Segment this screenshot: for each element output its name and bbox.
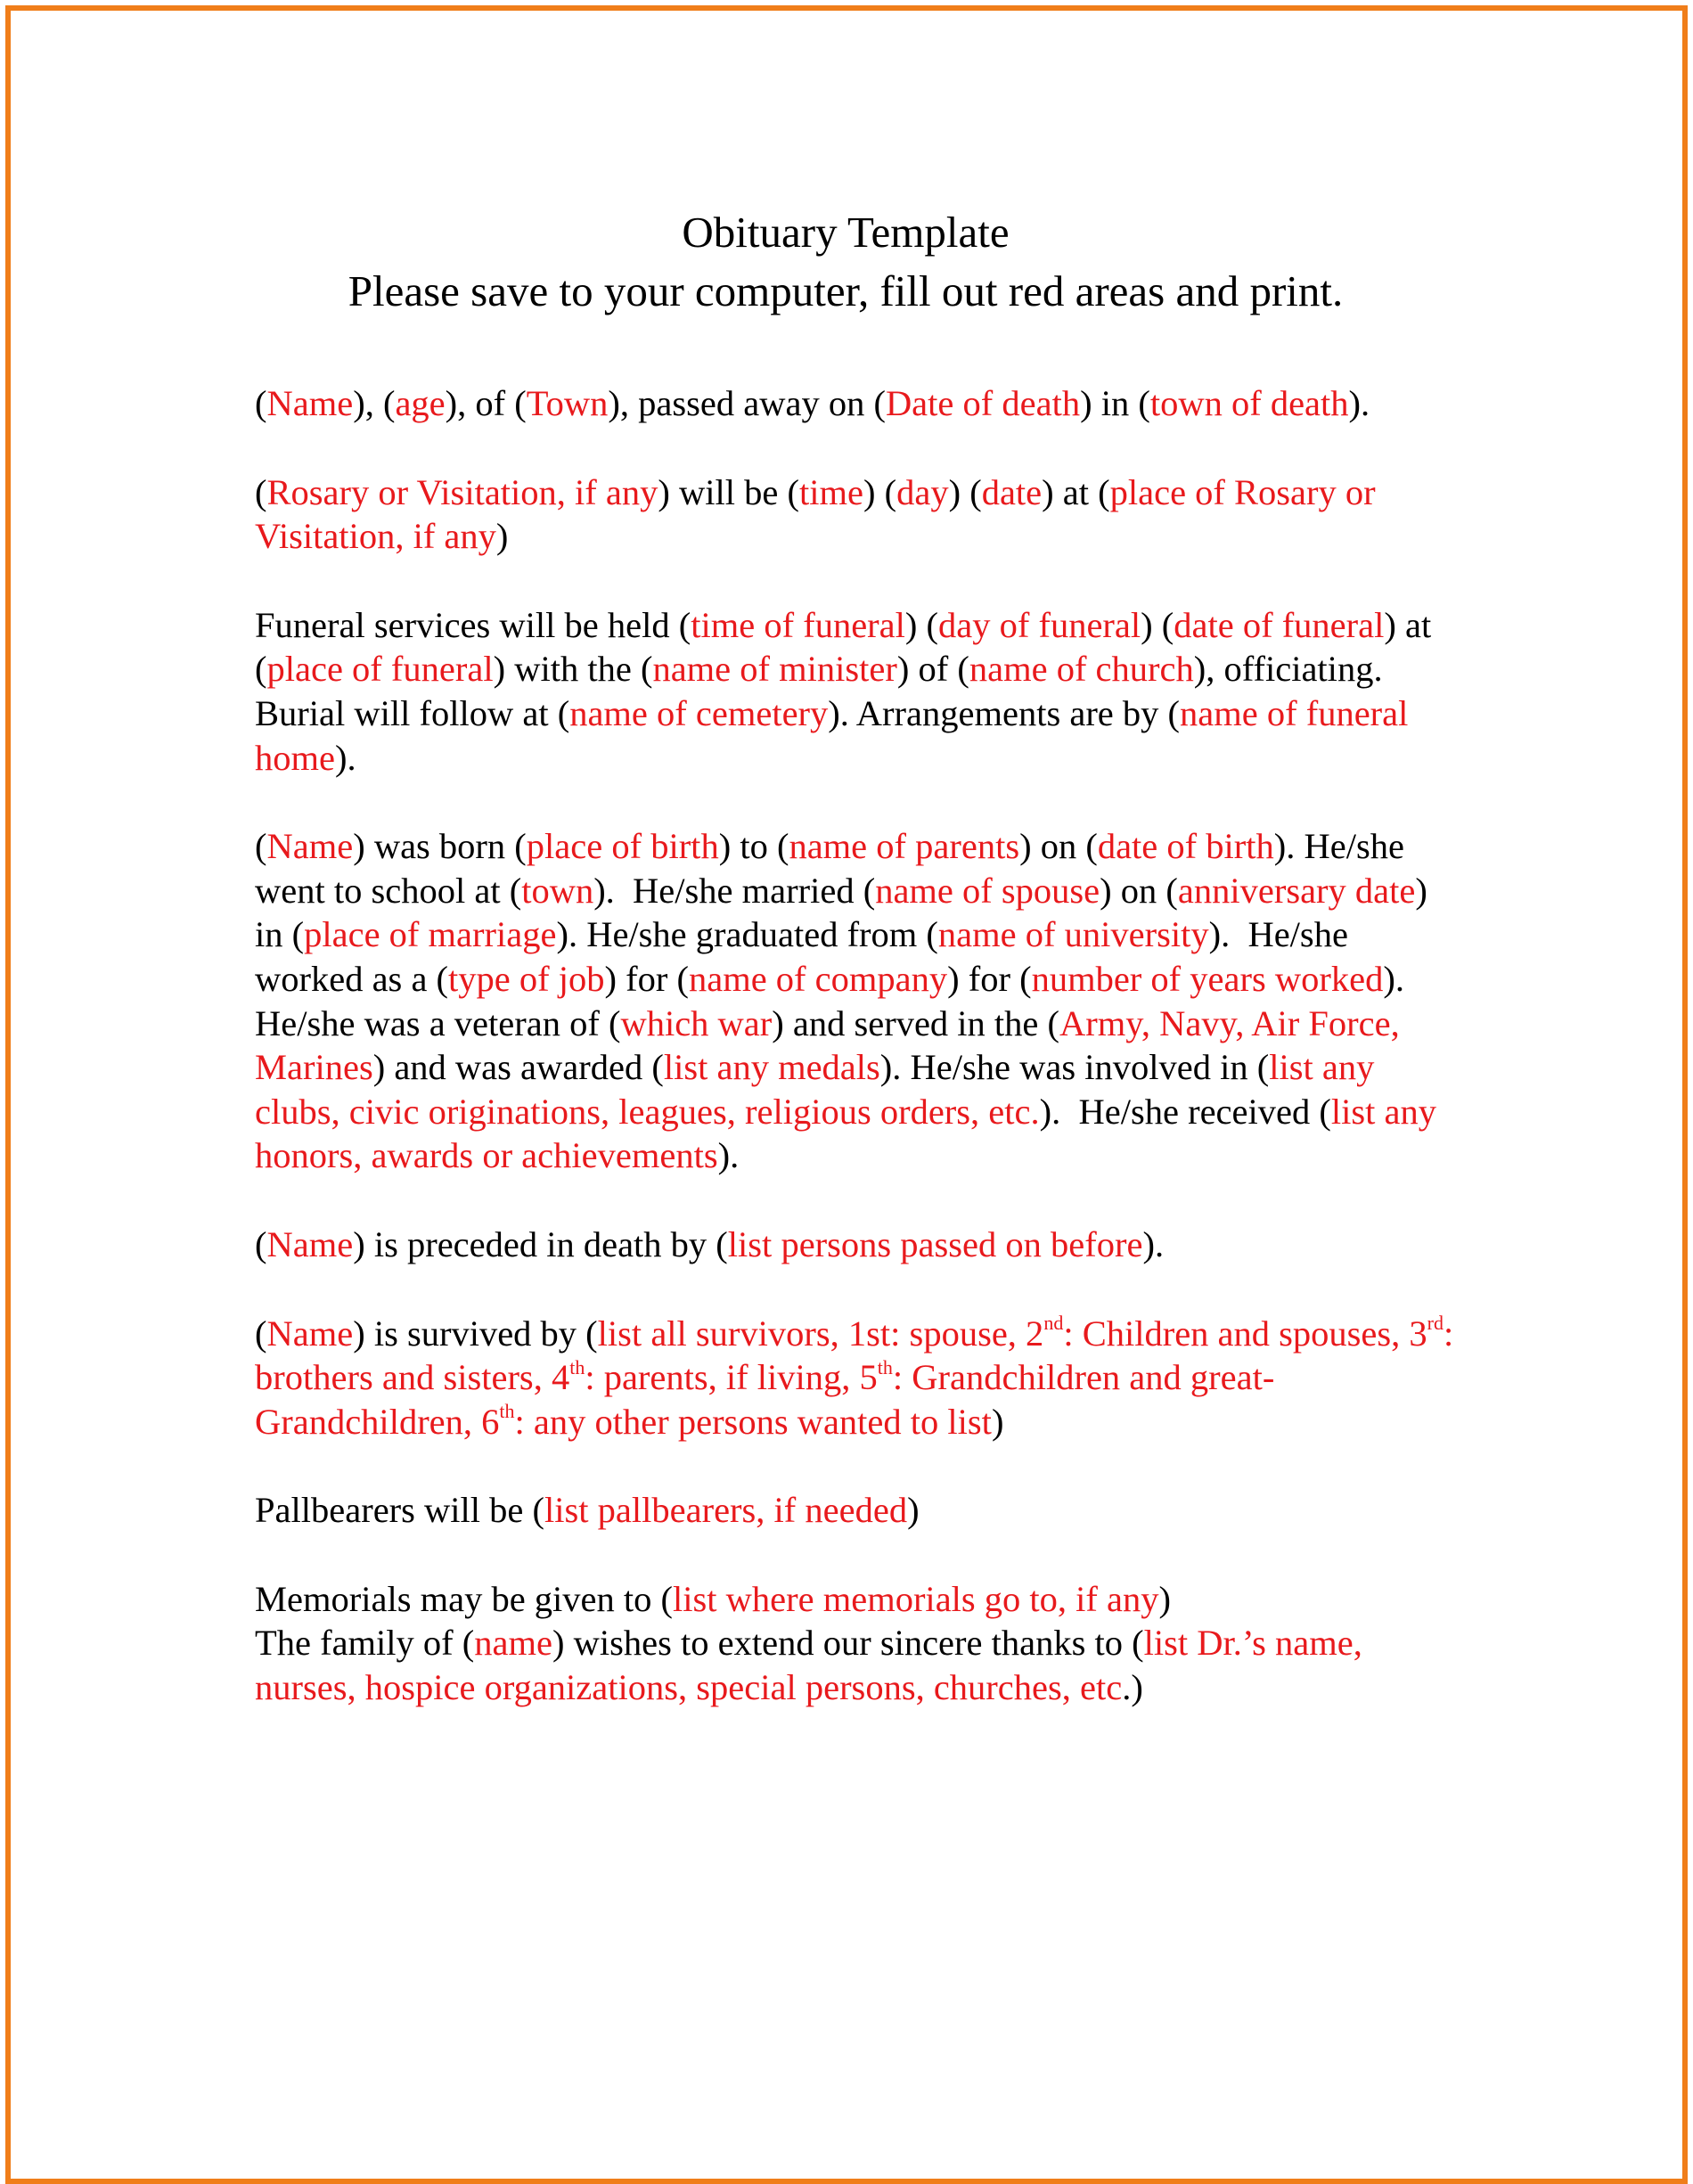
text-family-of: The family of ( <box>255 1623 475 1664</box>
text-married: ). He/she married ( <box>593 870 876 911</box>
fill-cemetery: name of cemetery <box>569 692 829 733</box>
paragraph-pallbearers <box>255 1488 1458 1533</box>
ordinal-suffix: th <box>877 1355 893 1378</box>
fill-spouse: name of spouse <box>875 870 1100 911</box>
fill-military-branch: Army, Navy, Air Force, Marines <box>255 1002 1400 1088</box>
text-to: ) to ( <box>718 826 789 867</box>
fill-rosary-visitation: Rosary or Visitation, if any <box>266 471 658 512</box>
text-end: ). <box>1348 383 1370 423</box>
fill-visitation-place: place of Rosary or Visitation, if any <box>255 471 1376 557</box>
fill-name: Name <box>266 1313 354 1354</box>
fill-date-of-death: Date of death <box>885 383 1081 423</box>
paragraph-survived: (Name) is survived by (list all survivors, 1st: spouse, 2nd: Children and spouses, 3rd: brothers and sisters, 4th: parents, if living, 5th: Grandchildren and great-Grandchildren, 6th: any other persons wanted to list) <box>255 1312 1454 1442</box>
text-end: ) <box>991 1401 1004 1442</box>
text-end: ) <box>907 1490 920 1531</box>
fill-place-of-birth: place of birth <box>526 826 719 867</box>
ordinal-suffix: nd <box>1043 1312 1064 1334</box>
fill-funeral-home: name of funeral home <box>255 692 1409 778</box>
text-in: ) in ( <box>255 870 1427 955</box>
text-end: ) <box>1158 1578 1172 1619</box>
text-end: ). <box>1142 1223 1165 1264</box>
text-end: ) <box>495 516 509 557</box>
fill-medals: list any medals <box>663 1047 880 1088</box>
text-preceded: ) is preceded in death by ( <box>353 1223 728 1264</box>
text-end: ). <box>717 1135 740 1176</box>
paragraph-preceded: (Name) is preceded in death by (list persons passed on before). <box>255 1223 1165 1264</box>
text-end: ). <box>334 737 356 778</box>
text-passed-away: ), passed away on ( <box>608 383 886 423</box>
text-in: ) in ( <box>1080 383 1150 423</box>
fill-parents: name of parents <box>789 826 1020 867</box>
fill-years-worked: number of years worked <box>1031 958 1384 999</box>
text-of: ), of ( <box>445 383 527 423</box>
fill-job-type: type of job <box>448 958 605 999</box>
text-will-be: ) will be ( <box>658 471 799 512</box>
paragraph-biography: (Name) was born (place of birth) to (name of parents) on (date of birth). He/she went to school at (town). He/she married (name of spouse) on (anniversary date) in (place of marriage). He/she graduated from (name of university). He/she worked as a (type of job) for (name of company) for (number of years worked). He/she was a veteran of (which war) and served in the (Army, Navy, Air Force, Marines) and was awarded (list any medals). He/she was involved in (list any clubs, civic originations, leagues, religious orders, etc.). He/she received (list any honors, awards or achievements). <box>255 826 1436 1176</box>
text-with-the: ) with the ( <box>493 649 653 690</box>
fill-school-town: town <box>521 870 594 911</box>
text-on: ) on ( <box>1100 870 1178 911</box>
fill-funeral-date: date of funeral <box>1174 604 1385 645</box>
fill-minister: name of minister <box>652 649 897 690</box>
fill-church: name of church <box>969 649 1194 690</box>
text-survived: ) is survived by ( <box>353 1313 598 1354</box>
survivors-part: : any other persons wanted to list <box>514 1401 992 1442</box>
fill-company: name of company <box>688 958 948 999</box>
text-at: ) at ( <box>1042 471 1110 512</box>
text-school: ). He/she went to school at ( <box>255 826 1404 911</box>
fill-funeral-place: place of funeral <box>266 649 494 690</box>
paragraph-visitation: (Rosary or Visitation, if any) will be (time) (day) (date) at (place of Rosary or Visitation, if any) <box>255 471 1376 557</box>
ordinal-suffix: th <box>569 1355 585 1378</box>
fill-date: date <box>981 471 1043 512</box>
fill-university: name of university <box>937 914 1209 955</box>
fill-funeral-day: day of funeral <box>938 604 1141 645</box>
fill-thanks-list: list Dr.’s name, nurses, hospice organizations, special persons, churches, etc <box>255 1623 1362 1708</box>
fill-honors: list any honors, awards or achievements <box>255 1091 1436 1176</box>
text-awarded: ) and was awarded ( <box>372 1047 664 1088</box>
paragraph-memorials <box>255 1577 1458 1710</box>
survivors-part: list all survivors, 1st: spouse, 2 <box>597 1313 1044 1354</box>
text-involved: ). He/she was involved in ( <box>879 1047 1270 1088</box>
text-at: ) at ( <box>255 604 1432 690</box>
document-title: Obituary Template <box>682 208 1010 257</box>
text-graduated: ). He/she graduated from ( <box>556 914 938 955</box>
survivors-part: : Children and spouses, 3 <box>1063 1313 1427 1354</box>
obituary-document <box>255 203 1458 1710</box>
fill-name: name <box>474 1623 553 1664</box>
title-block <box>255 203 1436 321</box>
fill-name: Name <box>266 1223 354 1264</box>
fill-funeral-time: time of funeral <box>691 604 905 645</box>
fill-anniversary-date: anniversary date <box>1177 870 1416 911</box>
text-officiating: ), officiating. Burial will follow at ( <box>255 649 1410 733</box>
fill-place-of-marriage: place of marriage <box>304 914 557 955</box>
survivors-part: : parents, if living, 5 <box>585 1357 878 1398</box>
text-for: ) for ( <box>604 958 689 999</box>
fill-time: time <box>799 471 863 512</box>
text-funeral-start: Funeral services will be held ( <box>255 604 691 645</box>
fill-age: age <box>395 383 446 423</box>
text-of: ) of ( <box>896 649 969 690</box>
fill-name: Name <box>266 826 354 867</box>
text-for: ) for ( <box>947 958 1032 999</box>
paragraph-funeral-services: Funeral services will be held (time of funeral) (day of funeral) (date of funeral) at (place of funeral) with the (name of minister) of (name of church), officiating. Burial will follow at (name of cemetery). Arrangements are by (name of funeral home). <box>255 604 1432 778</box>
text-received: ). He/she received ( <box>1039 1091 1331 1132</box>
ordinal-suffix: th <box>499 1400 515 1423</box>
fill-persons-passed: list persons passed on before <box>727 1223 1143 1264</box>
text-thanks: ) wishes to extend our sincere thanks to ( <box>552 1623 1144 1664</box>
fill-clubs: list any clubs, civic originations, leagues, religious orders, etc. <box>255 1047 1375 1132</box>
fill-pallbearers: list pallbearers, if needed <box>544 1490 908 1531</box>
fill-town-of-death: town of death <box>1149 383 1349 423</box>
text-served: ) and served in the ( <box>772 1002 1060 1043</box>
text-memorials: Memorials may be given to ( <box>255 1578 674 1619</box>
fill-memorials: list where memorials go to, if any <box>673 1578 1159 1619</box>
text-pallbearers: Pallbearers will be ( <box>255 1490 545 1531</box>
text-was-born: ) was born ( <box>353 826 527 867</box>
survivors-part: : Grandchildren and great-Grandchildren, 6 <box>255 1357 1275 1442</box>
text-end: .) <box>1122 1667 1143 1708</box>
text-veteran: ). He/she was a veteran of ( <box>255 958 1423 1043</box>
document-subtitle: Please save to your computer, fill out red areas and print. <box>348 266 1344 315</box>
fill-day: day <box>896 471 949 512</box>
text-worked: ). He/she worked as a ( <box>255 914 1358 999</box>
survivors-part: : brothers and sisters, 4 <box>255 1313 1454 1398</box>
fill-war: which war <box>620 1002 773 1043</box>
paragraph-death-notice: (Name), (age), of (Town), passed away on (Date of death) in (town of death). <box>255 383 1370 423</box>
fill-date-of-birth: date of birth <box>1097 826 1274 867</box>
fill-town: Town <box>526 383 609 423</box>
text-arrangements: ). Arrangements are by ( <box>828 692 1181 733</box>
fill-name: Name <box>266 383 354 423</box>
ordinal-suffix: rd <box>1427 1312 1444 1334</box>
text-on: ) on ( <box>1019 826 1098 867</box>
